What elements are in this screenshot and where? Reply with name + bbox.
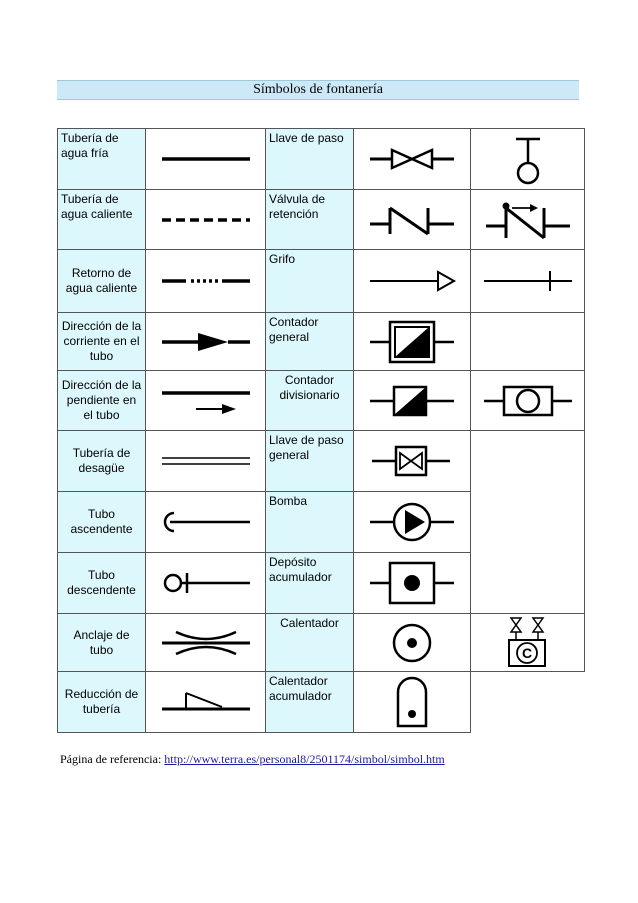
table-row: [58, 371, 585, 431]
hot-water-pipe-symbol: [146, 190, 266, 250]
label-pipe-anchor: Anclaje de tubo: [58, 614, 146, 672]
faucet-alt-symbol: [471, 250, 585, 313]
label-drain-pipe: Tubería de desagüe: [58, 431, 146, 492]
label-slope-direction: Dirección de la pendiente en el tubo: [58, 371, 146, 431]
table-row: [58, 672, 585, 733]
pipe-anchor-symbol: [146, 614, 266, 672]
label-main-meter: Contador general: [266, 313, 354, 371]
pump-symbol: [354, 492, 471, 553]
slope-direction-symbol: [146, 371, 266, 431]
label-rising-pipe: Tubo ascendente: [58, 492, 146, 553]
table-row: [58, 614, 585, 672]
main-stop-valve-symbol: [354, 431, 471, 492]
empty-cell: [471, 313, 585, 371]
table-row: [58, 190, 585, 250]
check-valve-alt-symbol: [471, 190, 585, 250]
heater-letter: C: [521, 644, 532, 661]
sub-meter-alt-symbol: [471, 371, 585, 431]
drain-pipe-symbol: [146, 431, 266, 492]
storage-tank-symbol: [354, 553, 471, 614]
main-meter-symbol: [354, 313, 471, 371]
label-storage-tank: Depósito acumulador: [266, 553, 354, 614]
label-hot-water-pipe: Tubería de agua caliente: [58, 190, 146, 250]
heater-alt-symbol: [471, 614, 585, 672]
check-valve-symbol: [354, 190, 471, 250]
table-row: [58, 129, 585, 190]
heater-symbol: [354, 614, 471, 672]
table-row: [58, 250, 585, 313]
label-faucet: Grifo: [266, 250, 354, 313]
flow-direction-symbol: [146, 313, 266, 371]
label-falling-pipe: Tubo descendente: [58, 553, 146, 614]
label-pipe-reduction: Reducción de tubería: [58, 672, 146, 733]
label-sub-meter: Contador divisionario: [266, 371, 354, 431]
pipe-reduction-symbol: [146, 672, 266, 733]
faucet-symbol: [354, 250, 471, 313]
table-row: [58, 313, 585, 371]
label-flow-direction: Dirección de la corriente en el tubo: [58, 313, 146, 371]
falling-pipe-symbol: [146, 553, 266, 614]
reference-link[interactable]: http://www.terra.es/personal8/2501174/simbol/simbol.htm: [164, 752, 445, 766]
label-storage-heater: Calentador acumulador: [266, 672, 354, 733]
label-hot-water-return: Retorno de agua caliente: [58, 250, 146, 313]
stop-valve-symbol: [354, 129, 471, 190]
label-heater: Calentador: [266, 614, 354, 672]
reference-line: [60, 752, 445, 767]
stop-valve-alt-symbol: [471, 129, 585, 190]
page-title: Símbolos de fontanería: [57, 80, 579, 100]
reference-label: Página de referencia:: [60, 752, 162, 766]
empty-cell: [471, 431, 585, 614]
label-stop-valve: Llave de paso: [266, 129, 354, 190]
empty-cell: [471, 672, 585, 733]
table-row: [58, 431, 585, 492]
rising-pipe-symbol: [146, 492, 266, 553]
label-pump: Bomba: [266, 492, 354, 553]
symbols-table: [57, 128, 585, 733]
label-check-valve: Válvula de retención: [266, 190, 354, 250]
hot-water-return-symbol: [146, 250, 266, 313]
label-main-stop-valve: Llave de paso general: [266, 431, 354, 492]
sub-meter-symbol: [354, 371, 471, 431]
storage-heater-symbol: [354, 672, 471, 733]
cold-water-pipe-symbol: [146, 129, 266, 190]
label-cold-water-pipe: Tubería de agua fría: [58, 129, 146, 190]
